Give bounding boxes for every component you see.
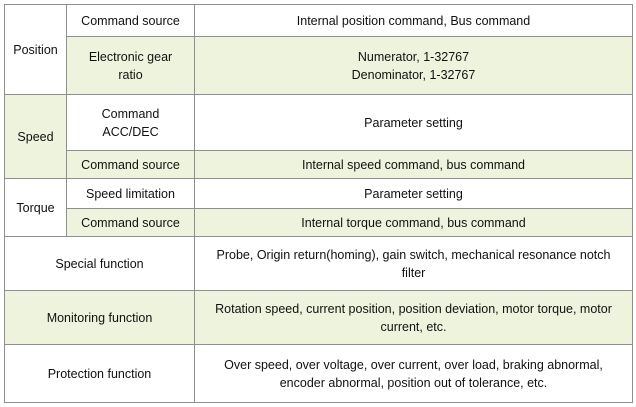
speed-category-label: Speed	[17, 129, 54, 144]
speed-limitation-label: Speed limitation	[86, 186, 175, 201]
speed-accdec-label-line1: Command	[101, 106, 160, 121]
torque-command-source-value-cell	[195, 209, 633, 237]
position-command-source-label: Command source	[81, 13, 180, 28]
electronic-gear-label-line2: ratio	[118, 67, 143, 82]
table-row-protection-function	[5, 345, 633, 403]
speed-command-source-label: Command source	[81, 157, 180, 172]
table-row-electronic-gear	[5, 37, 633, 95]
speed-command-source-label-cell	[67, 151, 195, 179]
table-row-torque-command-source	[5, 209, 633, 237]
special-function-label-cell	[5, 237, 195, 291]
electronic-gear-label-cell	[67, 37, 195, 95]
position-command-source-value-cell	[195, 5, 633, 37]
position-command-source-label-cell	[67, 5, 195, 37]
special-function-value-line2: filter	[401, 265, 426, 280]
table-row-speed-command-source	[5, 151, 633, 179]
torque-command-source-label: Command source	[81, 215, 180, 230]
table-row-position-command-source	[5, 5, 633, 37]
speed-accdec-value: Parameter setting	[364, 115, 463, 130]
monitoring-function-value-line1: Rotation speed, current position, position deviation, motor torque, motor	[215, 301, 612, 316]
specification-table	[4, 4, 633, 403]
speed-command-source-value-cell	[195, 151, 633, 179]
electronic-gear-value-cell	[195, 37, 633, 95]
speed-accdec-value-cell	[195, 95, 633, 151]
table-row-monitoring-function	[5, 291, 633, 345]
protection-function-value-cell	[195, 345, 633, 403]
speed-command-source-value: Internal speed command, bus command	[301, 157, 526, 172]
torque-command-source-value: Internal torque command, bus command	[301, 215, 526, 230]
torque-command-source-label-cell	[67, 209, 195, 237]
table-row-special-function	[5, 237, 633, 291]
torque-category-cell	[5, 179, 67, 237]
electronic-gear-denominator: Denominator, 1-32767	[351, 67, 476, 82]
speed-accdec-label-line2: ACC/DEC	[102, 124, 159, 139]
monitoring-function-value-cell	[195, 291, 633, 345]
special-function-label: Special function	[55, 256, 144, 271]
table-row-torque-speed-limitation	[5, 179, 633, 209]
electronic-gear-numerator: Numerator, 1-32767	[357, 49, 470, 64]
protection-function-label: Protection function	[47, 366, 152, 381]
monitoring-function-label: Monitoring function	[46, 310, 153, 325]
position-category-label: Position	[13, 42, 58, 57]
special-function-value-line1: Probe, Origin return(homing), gain switch, mechanical resonance notch	[216, 247, 611, 262]
protection-function-label-cell	[5, 345, 195, 403]
monitoring-function-label-cell	[5, 291, 195, 345]
protection-function-value-line1: Over speed, over voltage, over current, over load, braking abnormal,	[224, 357, 603, 372]
table-row-speed-accdec	[5, 95, 633, 151]
speed-accdec-label-cell	[67, 95, 195, 151]
speed-category-cell	[5, 95, 67, 179]
special-function-value-cell	[195, 237, 633, 291]
speed-limitation-value: Parameter setting	[364, 186, 463, 201]
electronic-gear-label-line1: Electronic gear	[88, 49, 173, 64]
position-command-source-value: Internal position command, Bus command	[296, 13, 531, 28]
speed-limitation-value-cell	[195, 179, 633, 209]
position-category-cell	[5, 5, 67, 95]
torque-category-label: Torque	[16, 200, 55, 215]
monitoring-function-value-line2: current, etc.	[380, 319, 447, 334]
protection-function-value-line2: encoder abnormal, position out of tolerance, etc.	[279, 375, 548, 390]
speed-limitation-label-cell	[67, 179, 195, 209]
